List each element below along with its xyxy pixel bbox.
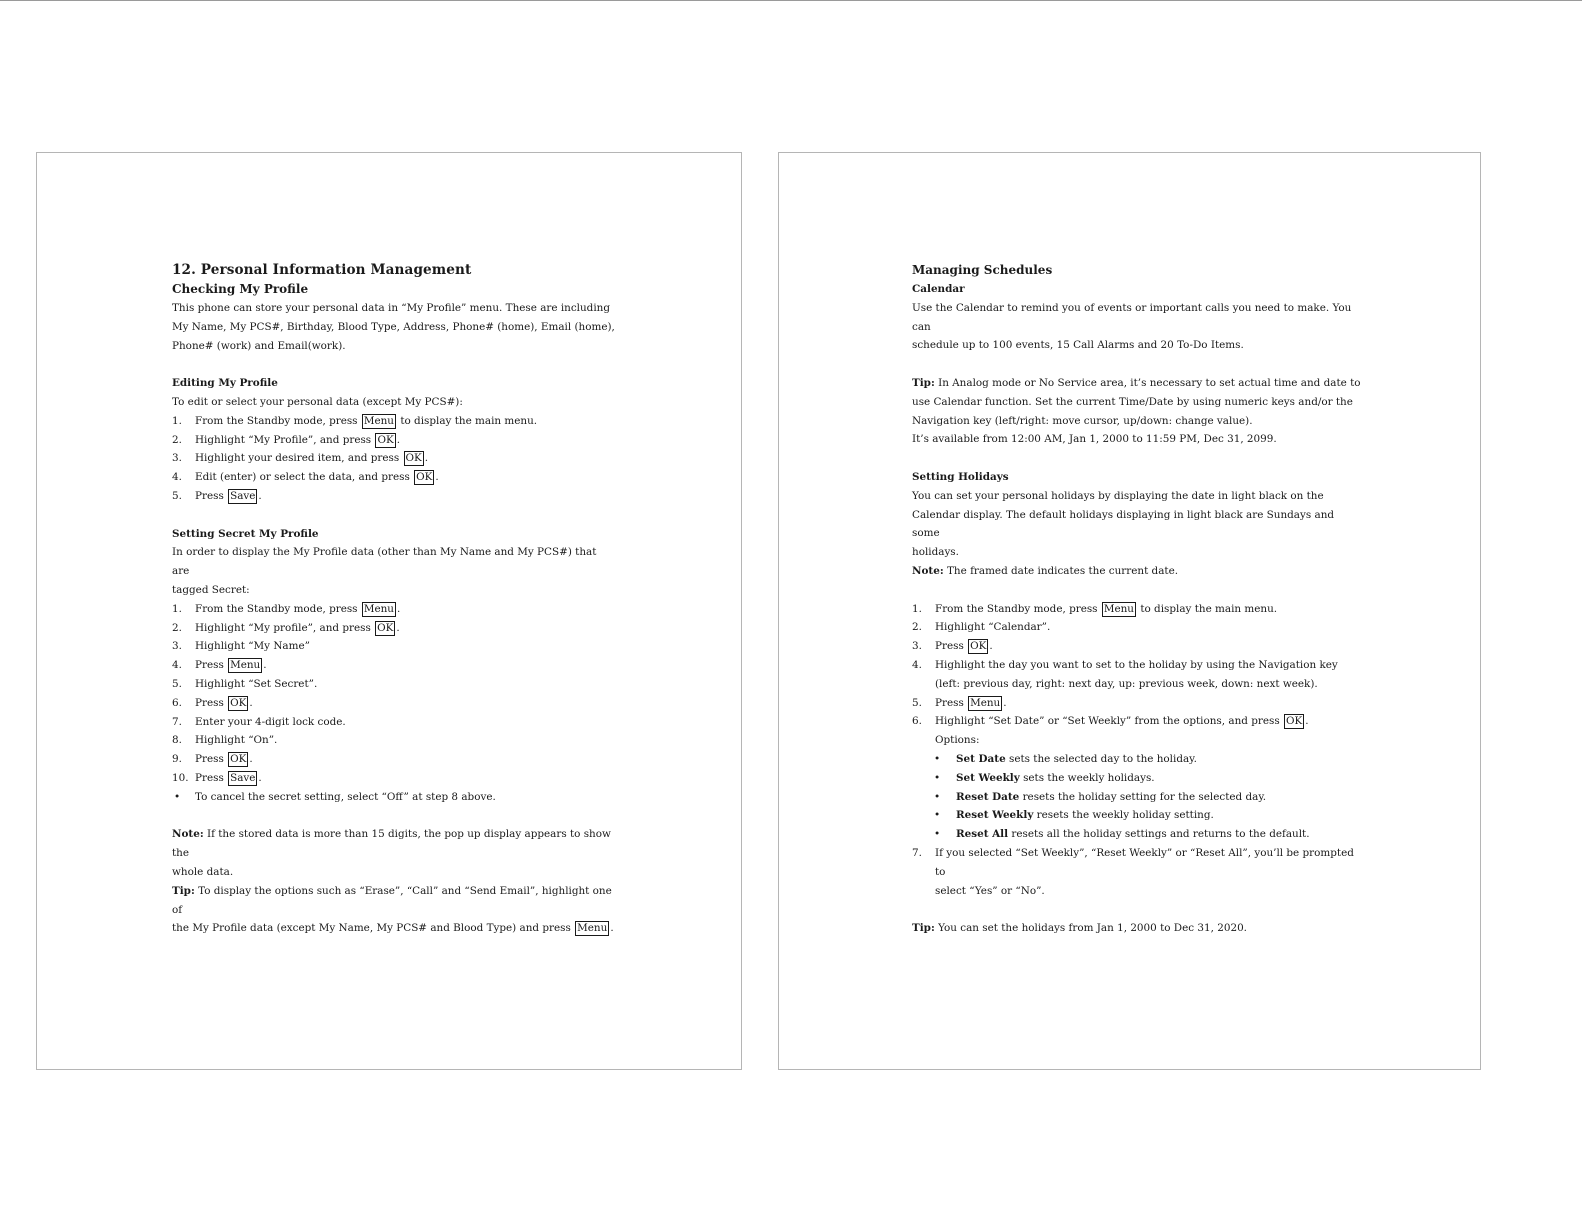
ok-key-label: OK [377, 433, 394, 446]
bullet-icon: • [934, 771, 941, 784]
menu-key-label: Menu [1103, 602, 1135, 615]
paragraph-line: To edit or select your personal data (except My PCS#): [172, 395, 463, 408]
step-item: 6. Highlight “Set Date” or “Set Weekly” from the options, and press OK . [912, 715, 1309, 728]
tip-line: It’s available from 12:00 AM, Jan 1, 2000 to 11:59 PM, Dec 31, 2099. [912, 433, 1277, 446]
step-item: 4. Press Menu . [172, 659, 267, 672]
paragraph-line: You can set your personal holidays by displaying the date in light black on the [912, 489, 1324, 502]
menu-key-label: Menu [363, 414, 395, 427]
bullet-icon: • [934, 790, 941, 803]
chapter-title: 12. Personal Information Management [172, 262, 472, 278]
step-item: 3. Highlight “My Name” [172, 640, 310, 653]
menu-key-label: Menu [363, 602, 395, 615]
step-item: 2. Highlight “My profile”, and press OK . [172, 621, 400, 634]
step-item: 4. Highlight the day you want to set to the holiday by using the Navigation key [912, 658, 1338, 671]
tip-line: Tip: You can set the holidays from Jan 1, 2000 to Dec 31, 2020. [912, 922, 1247, 935]
ok-key-label: OK [970, 640, 987, 653]
top-rule [0, 0, 1582, 1]
section-title-managing-schedules: Managing Schedules [912, 263, 1053, 277]
option-item: • Set Date sets the selected day to the holiday. [912, 750, 1362, 769]
paragraph-line: This phone can store your personal data in “My Profile” menu. These are including [172, 302, 610, 314]
option-item: • Reset All resets all the holiday settings and returns to the default. [912, 825, 1362, 844]
menu-key-label: Menu [577, 922, 608, 935]
ok-key-label: OK [230, 696, 247, 709]
step-item: 3. Press OK . [912, 640, 993, 653]
option-item: • Reset Weekly resets the weekly holiday setting. [912, 806, 1362, 825]
menu-key-label: Menu [230, 659, 261, 672]
page-right-content [912, 261, 1362, 938]
bullet-icon: • [934, 752, 941, 765]
step-item: 2. Highlight “My Profile”, and press OK . [172, 433, 401, 446]
step-item: 4. Edit (enter) or select the data, and press OK . [172, 471, 439, 484]
options-label: Options: [935, 734, 980, 747]
tip-line: the My Profile data (except My Name, My PCS# and Blood Type) and press Menu . [172, 922, 614, 935]
step-item: 5. Highlight “Set Secret”. [172, 677, 318, 690]
step-item: 1. From the Standby mode, press Menu to display the main menu. [172, 414, 538, 427]
note-line: whole data. [172, 865, 234, 878]
paragraph-line: In order to display the My Profile data (other than My Name and My PCS#) that are [172, 546, 597, 578]
ok-key-label: OK [416, 471, 433, 484]
step-item: 1. From the Standby mode, press Menu . [172, 602, 401, 615]
step-item: 3. Highlight your desired item, and press OK . [172, 452, 429, 465]
step-continuation: select “Yes” or “No”. [935, 884, 1045, 897]
section-heading-calendar: Calendar [912, 283, 965, 295]
step-continuation: (left: previous day, right: next day, up: previous week, down: next week). [935, 677, 1318, 690]
save-key-label: Save [230, 771, 256, 784]
paragraph-line: Calendar display. The default holidays displaying in light black are Sundays and some [912, 508, 1335, 540]
save-key-label: Save [230, 489, 256, 502]
paragraph-line: tagged Secret: [172, 583, 250, 596]
paragraph-line: holidays. [912, 546, 959, 559]
tip-line: Navigation key (left/right: move cursor, up/down: change value). [912, 414, 1253, 427]
ok-key-label: OK [377, 621, 394, 634]
tip-line: Tip: In Analog mode or No Service area, it’s necessary to set actual time and date to [912, 376, 1361, 389]
step-item: 5. Press Menu . [912, 696, 1007, 709]
step-item: 7. If you selected “Set Weekly”, “Reset Weekly” or “Reset All”, you’ll be prompted to [912, 846, 1354, 878]
bullet-icon: • [934, 809, 941, 822]
step-item: 8. Highlight “On”. [172, 734, 278, 747]
ok-key-label: OK [405, 452, 422, 465]
step-item: 10. Press Save . [172, 771, 262, 784]
step-item: 6. Press OK . [172, 696, 253, 709]
bullet-item: • To cancel the secret setting, select “Off” at step 8 above. [172, 788, 617, 807]
section-heading-editing-profile: Editing My Profile [172, 377, 278, 390]
step-item: 5. Press Save . [172, 489, 262, 502]
page-left [36, 152, 742, 1070]
note-line: Note: The framed date indicates the current date. [912, 564, 1179, 577]
bullet-icon: • [174, 790, 181, 803]
step-item: 1. From the Standby mode, press Menu to display the main menu. [912, 602, 1278, 615]
tip-line: Tip: To display the options such as “Erase”, “Call” and “Send Email”, highlight one of [172, 884, 612, 916]
section-heading-secret-profile: Setting Secret My Profile [172, 527, 319, 540]
ok-key-label: OK [1285, 715, 1303, 728]
page-right [778, 152, 1481, 1070]
page-left-content [172, 261, 617, 938]
tip-line: use Calendar function. Set the current Time/Date by using numeric keys and/or the [912, 395, 1353, 408]
note-line: Note: If the stored data is more than 15 digits, the pop up display appears to show the [172, 828, 611, 860]
menu-key-label: Menu [970, 696, 1001, 709]
step-item: 7. Enter your 4-digit lock code. [172, 715, 346, 728]
section-heading-checking-profile: Checking My Profile [172, 282, 309, 296]
option-item: • Set Weekly sets the weekly holidays. [912, 769, 1362, 788]
step-item: 2. Highlight “Calendar”. [912, 621, 1051, 634]
bullet-icon: • [934, 828, 941, 841]
paragraph-line: Use the Calendar to remind you of events or important calls you need to make. You can [912, 301, 1352, 333]
paragraph-line: Phone# (work) and Email(work). [172, 339, 346, 352]
paragraph-line: My Name, My PCS#, Birthday, Blood Type, Address, Phone# (home), Email (home), [172, 320, 615, 333]
option-item: • Reset Date resets the holiday setting for the selected day. [912, 788, 1362, 807]
paragraph-line: schedule up to 100 events, 15 Call Alarms and 20 To-Do Items. [912, 339, 1244, 352]
section-heading-setting-holidays: Setting Holidays [912, 470, 1009, 483]
ok-key-label: OK [230, 753, 247, 766]
step-item: 9. Press OK . [172, 753, 253, 766]
